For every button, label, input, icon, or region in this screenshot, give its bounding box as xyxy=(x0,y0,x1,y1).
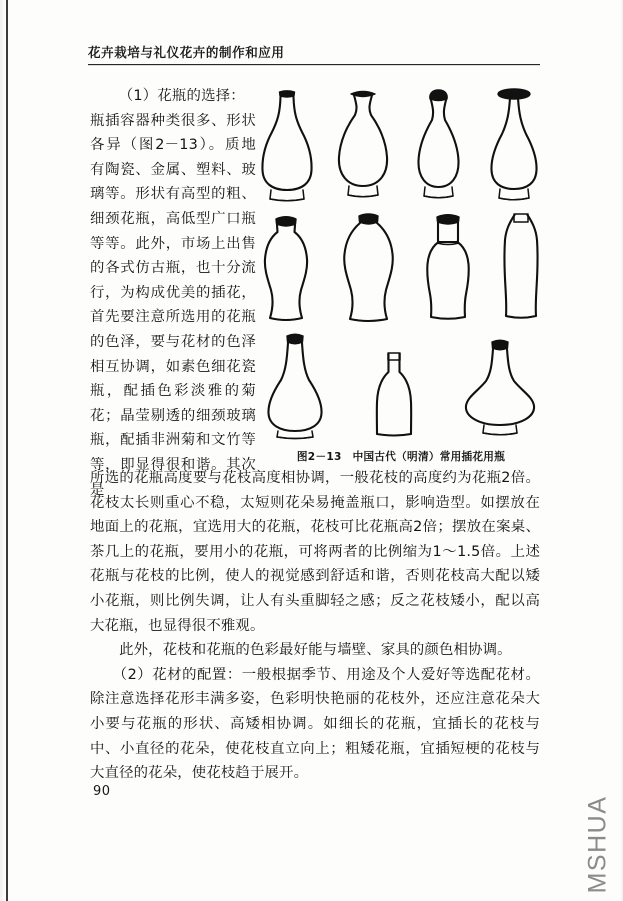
vase-broad-shoulder-meiping xyxy=(338,210,398,324)
body-paragraph-1: 所选的花瓶高度要与花枝高度相协调，一般花枝的高度约为花瓶2倍。花枝太长则重心不稳，太短则花朵易掩盖瓶口，影响造型。如摆放在地面上的花瓶，宜选用大的花瓶，花枝可比花瓶高2倍；摆放在案桌、茶几上的花瓶，要用小的花瓶，可将两者的比例缩为1～1.5倍。上述花瓶与花枝的比例，使人的视觉感到舒适和谐，否则花枝高大配以矮小花瓶，则比例失调，让人有头重脚轻之感；反之花枝矮小，配以高大花瓶，也显得很不雅观。 xyxy=(90,470,540,634)
vase-square-shoulder-short xyxy=(371,350,417,440)
body-paragraph-3: （2）花材的配置：一般根据季节、用途及个人爱好等选配花材。除注意选择花形丰满多姿，色彩明快艳丽的花枝外，还应注意花朵大小要与花瓶的形状、高矮相协调。如细长的花瓶，宜插长的花枝与中、小直径的花朵，使花枝直立向上；粗矮花瓶，宜插短梗的花枝与大直径的花朵，使花枝趋于展开。 xyxy=(90,666,540,782)
running-head xyxy=(88,46,540,65)
vase-long-neck-pear-bottle xyxy=(258,86,316,204)
figure-caption: 图2－13 中国古代（明清）常用插花用瓶 xyxy=(296,451,506,463)
page-number: 90 xyxy=(93,784,111,799)
watermark-text: MSHUA xyxy=(583,795,612,894)
vase-row-2 xyxy=(258,206,544,324)
watermark xyxy=(581,788,621,900)
section-heading-1: （1）花瓶的选择： xyxy=(118,88,245,104)
body-paragraph-2: 此外，花枝和花瓶的色彩最好能与墙壁、家具的颜色相协调。 xyxy=(90,642,512,659)
vase-flared-mouth-pear xyxy=(333,86,393,204)
header-rule xyxy=(88,64,540,65)
narrow-column-body: 瓶插容器种类很多、形状各异（图2－13）。质地有陶瓷、金属、塑料、玻璃等。形状有高型的粗、细颈花瓶，高低型广口瓶等等。此外，市场上出售的各式仿古瓶，也十分流行，为构成优美的插花，首先要注意所选用的花瓶的色泽，要与花材的色泽相互协调，如素色细花瓷瓶，配插色彩淡雅的菊花；晶莹剔透的细颈玻璃瓶，配插非洲菊和文竹等等，即显得很和谐。其次是 xyxy=(90,112,256,498)
vase-tall-neck-shoulder xyxy=(422,210,474,324)
running-head-text: 花卉栽培与礼仪花卉的制作和应用 xyxy=(88,44,285,61)
vase-bulbous-long-neck xyxy=(264,332,326,440)
narrow-text-column xyxy=(90,84,256,502)
vase-dish-mouth-long-neck xyxy=(484,86,544,204)
scan-gutter-line xyxy=(6,0,8,901)
figure-2-13 xyxy=(258,84,544,464)
vase-row-3 xyxy=(258,328,544,440)
vase-row-1 xyxy=(258,84,544,204)
vase-flattened-globe xyxy=(462,338,538,440)
vase-garlic-head-mouth xyxy=(411,88,467,204)
vase-short-neck-meiping xyxy=(258,210,314,324)
body-text-column xyxy=(90,466,540,786)
vase-straight-sided-bottle xyxy=(498,210,544,324)
